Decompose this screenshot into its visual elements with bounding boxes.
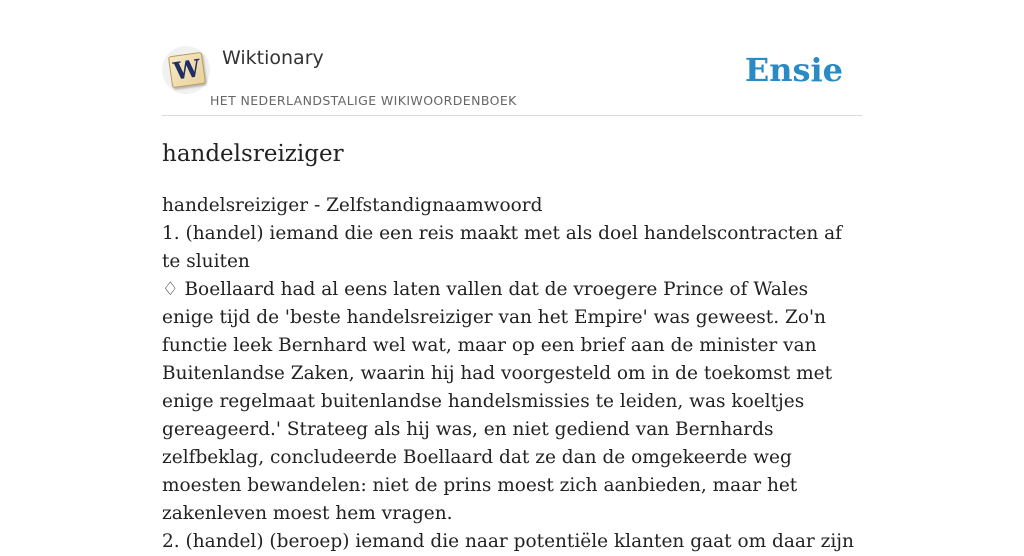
- entry-body: [162, 192, 862, 556]
- wiktionary-logo[interactable]: [162, 46, 210, 94]
- site-title[interactable]: Wiktionary: [222, 47, 324, 69]
- site-header: [162, 0, 862, 116]
- page: [162, 0, 862, 552]
- word-type-line: handelsreiziger - Zelfstandignaamwoord: [162, 195, 543, 216]
- site-subtitle: HET NEDERLANDSTALIGE WIKIWOORDENBOEK: [210, 93, 517, 108]
- entry-title: handelsreiziger: [162, 141, 344, 167]
- wiktionary-logo-icon: W: [168, 52, 206, 88]
- ensie-brand-logo[interactable]: Ensie: [744, 51, 843, 89]
- definition-2: 2. (handel) (beroep) iemand die naar potentiële klanten gaat om daar zijn: [162, 531, 854, 552]
- example-1: ♢ Boellaard had al eens laten vallen dat de vroegere Prince of Wales enige tijd de 'beste handelsreiziger van het Empire' was geweest. Zo'n functie leek Bernhard wel wat, maar op een brief aan de minister van Buitenlandse Zaken, waarin hij had voorgesteld om in de toekomst met enige regelmaat buitenlandse handelsmissies te leiden, was koeltjes gereageerd.' Strateeg als hij was, en niet gediend van Bernhards zelfbeklag, concludeerde Boellaard dat ze dan de omgekeerde weg moesten bewandelen: niet de prins moest zich aanbieden, maar het zakenleven moest hem vragen.: [162, 279, 833, 524]
- definition-1: 1. (handel) iemand die een reis maakt met als doel handelscontracten af te sluiten: [162, 223, 843, 272]
